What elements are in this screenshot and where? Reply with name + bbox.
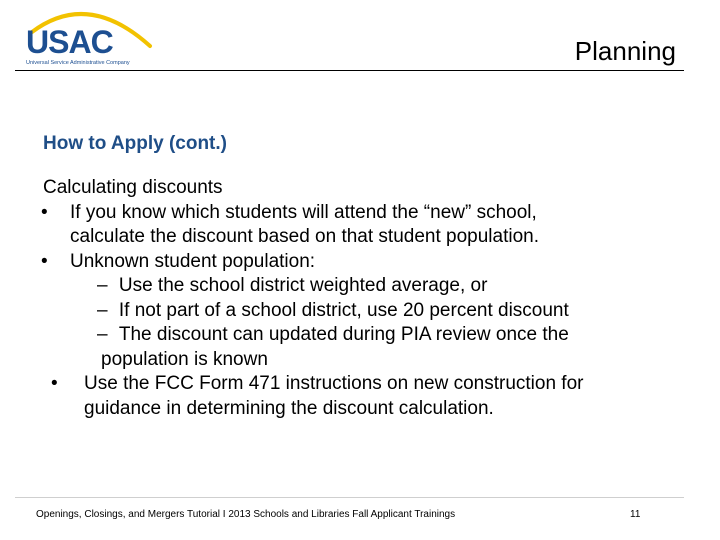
sub-bullet-2 xyxy=(43,299,683,324)
bullet-3 xyxy=(43,372,683,397)
header-divider xyxy=(15,70,684,71)
sub-bullet-3-line-2: population is known xyxy=(101,348,268,370)
bullet-3-line-2: guidance in determining the discount calculation. xyxy=(84,397,494,419)
dash-marker: – xyxy=(97,275,108,296)
bullet-1 xyxy=(43,201,683,226)
slide-heading: Calculating discounts xyxy=(43,177,223,198)
dash-marker: – xyxy=(97,324,108,345)
footer-text: Openings, Closings, and Mergers Tutorial I 2013 Schools and Libraries Fall Applicant Trainings xyxy=(36,509,456,520)
slide-subtitle: How to Apply (cont.) xyxy=(43,133,227,154)
page-number: 11 xyxy=(630,509,641,520)
bullet-marker: • xyxy=(41,201,48,223)
bullet-2-text: Unknown student population: xyxy=(70,250,316,272)
sub-bullet-3 xyxy=(43,323,683,348)
bullet-1-line-2: calculate the discount based on that student population. xyxy=(70,226,540,247)
footer-divider xyxy=(15,497,684,498)
logo-subtitle: Universal Service Administrative Company xyxy=(26,60,130,66)
bullet-marker: • xyxy=(41,250,48,272)
bullet-marker: • xyxy=(51,373,58,394)
sub-bullet-1-text: Use the school district weighted average, or xyxy=(118,275,488,296)
logo-text: USAC xyxy=(26,24,113,60)
dash-marker: – xyxy=(97,299,108,321)
bullet-3-line-1: Use the FCC Form 471 instructions on new construction for xyxy=(84,373,584,394)
usac-logo xyxy=(18,8,168,68)
section-title: Planning xyxy=(574,36,676,66)
slide-body xyxy=(43,176,683,421)
bullet-2 xyxy=(43,250,683,275)
sub-bullet-1 xyxy=(43,274,683,299)
bullet-1-line-1: If you know which students will attend the “new” school, xyxy=(70,201,537,223)
sub-bullet-2-text: If not part of a school district, use 20 percent discount xyxy=(118,299,569,321)
sub-bullet-3-line-1: The discount can updated during PIA review once the xyxy=(118,324,569,345)
